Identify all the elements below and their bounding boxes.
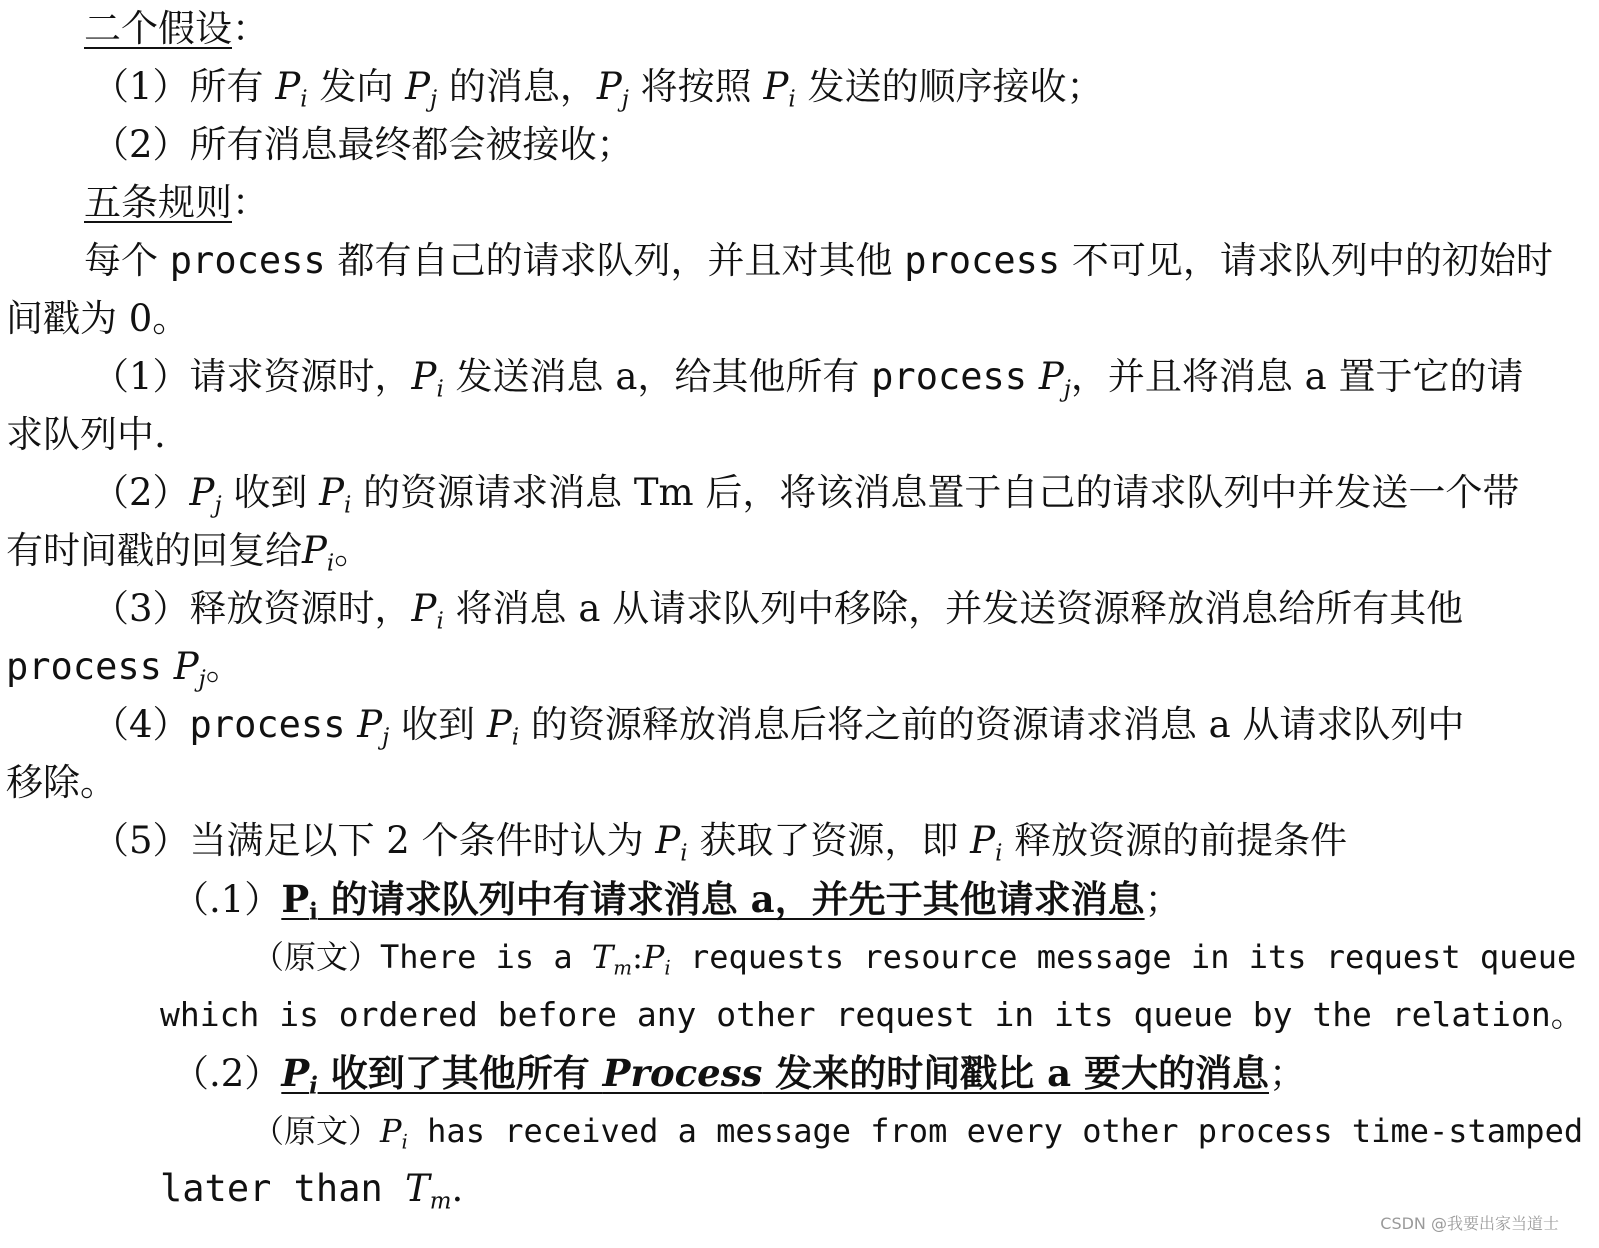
math-p-i: $P_i$ — [970, 819, 1003, 867]
math-p-j: $P_j$ — [596, 65, 629, 113]
term-process: process — [6, 645, 162, 688]
assumption-1-text: 将按照 — [628, 65, 764, 108]
intro-line-2: 间戳为 0。 — [6, 297, 190, 340]
heading-rules: 五条规则 — [84, 181, 232, 224]
math-p-i: $P_i$ — [275, 65, 308, 113]
math-p-j: $P_j$ — [1038, 355, 1071, 403]
math-p-i: $P_i$ — [486, 703, 520, 751]
heading-assumptions: 二个假设 — [84, 7, 232, 50]
rule-4-number: （4） — [92, 703, 190, 746]
math-p-j: $P_j$ — [173, 645, 206, 693]
rule-5-number: （5） — [92, 819, 190, 862]
condition-1: $(.1)P_i$ 的请求队列中有请求消息 a，并先于其他请求消息； — [172, 877, 1182, 926]
math-p-i: $P_i$ — [319, 471, 352, 519]
condition-1-text: $P_i$ 的请求队列中有请求消息 a，并先于其他请求消息 — [281, 877, 1145, 926]
rule-2-number: （2） — [92, 471, 190, 514]
math-p-j: $P_j$ — [405, 65, 438, 113]
math-t-m: $T_m$ — [405, 1167, 452, 1215]
rule-1-line-2: 求队列中. — [6, 413, 166, 456]
math-p-i: $P_i$ — [411, 587, 444, 635]
rule-2-line-1: $(2)P_j$ 收到 $P_i$ 的资源请求消息 Tm 后，将该消息置于自己的请求队列中并发送一个带 — [92, 471, 1520, 519]
intro-line-1: 每个 process 都有自己的请求队列，并且对其他 process 不可见，请求队列中的初始时 — [84, 239, 1553, 282]
condition-1-original-line-2: which is ordered before any other request in its queue by the relation。 — [160, 995, 1584, 1034]
rule-1-line-1: （1）请求资源时，$P_i$ 发送消息 a，给其他所有 process $P_j$，并且将消息 a 置于它的请 — [92, 355, 1524, 403]
condition-2-original-line-1: （原文）$P_i$ has received a message from every other process time-stamped — [252, 1112, 1584, 1154]
rule-4-line-2: 移除。 — [6, 761, 117, 804]
rule-3-line-2: process $P_j$。 — [6, 645, 243, 693]
math-p-i: $P_i$ — [380, 1112, 408, 1154]
assumption-1-number: （1） — [92, 65, 190, 108]
assumption-1-text: 所有 — [189, 65, 276, 108]
original-label: （原文） — [252, 1112, 381, 1150]
assumption-1 — [92, 62, 1103, 112]
original-label: （原文） — [252, 938, 381, 976]
heading-rules-line — [84, 178, 269, 228]
condition-1-original-line-1: （原文）There is a $T_m:P_i$ requests resource message in its request queue — [252, 938, 1577, 980]
math-p-j: $P_j$ — [189, 471, 222, 519]
condition-2: $(.2)P_i$ 收到了其他所有 Process 发来的时间戳比 a 要大的消息； — [172, 1051, 1306, 1100]
condition-2-number: （.2） — [172, 1052, 282, 1095]
assumption-1-text: 发向 — [307, 65, 406, 108]
math-p-i: $P_i$ — [655, 819, 688, 867]
assumption-1-text: 的消息， — [437, 65, 597, 108]
term-process: process — [904, 239, 1061, 282]
condition-2-text: $P_i$ 收到了其他所有 Process 发来的时间戳比 a 要大的消息 — [281, 1051, 1269, 1100]
rule-5-line-1: （5）当满足以下 2 个条件时认为 $P_i$ 获取了资源，即 $P_i$ 释放资源的前提条件 — [92, 819, 1348, 867]
assumption-1-text: 发送的顺序接收； — [795, 65, 1104, 108]
term-process: process — [871, 355, 1028, 398]
condition-2-original-line-2: later than $T_m$. — [160, 1167, 464, 1215]
math-p-i: $P_i$ — [411, 355, 444, 403]
condition-1-number: （.1） — [172, 878, 282, 921]
rule-3-number: （3） — [92, 587, 190, 630]
heading-colon: ： — [232, 181, 269, 224]
term-process: process — [189, 703, 346, 746]
watermark: CSDN @我要出家当道士 — [1380, 1214, 1559, 1233]
heading-assumptions-line — [84, 4, 269, 54]
term-process: process — [169, 239, 326, 282]
assumption-2: （2）所有消息最终都会被接收； — [92, 123, 634, 166]
math-p-i: $P_i$ — [763, 65, 796, 113]
rule-1-number: （1） — [92, 355, 190, 398]
math-p-i: $P_i$ — [302, 529, 335, 577]
math-p-i: $P_i$ — [642, 938, 671, 980]
rule-3-line-1: （3）释放资源时，$P_i$ 将消息 a 从请求队列中移除，并发送资源释放消息给所有其他 — [92, 587, 1464, 635]
heading-colon: ： — [232, 7, 269, 50]
rule-4-line-1: （4）process $P_j$ 收到 $P_i$ 的资源释放消息后将之前的资源请求消息 a 从请求队列中 — [92, 703, 1465, 751]
math-t-m: $T_m$ — [591, 938, 633, 980]
rule-2-line-2: 有时间戳的回复给$P_i$。 — [6, 529, 372, 577]
math-p-j: $P_j$ — [357, 703, 390, 751]
